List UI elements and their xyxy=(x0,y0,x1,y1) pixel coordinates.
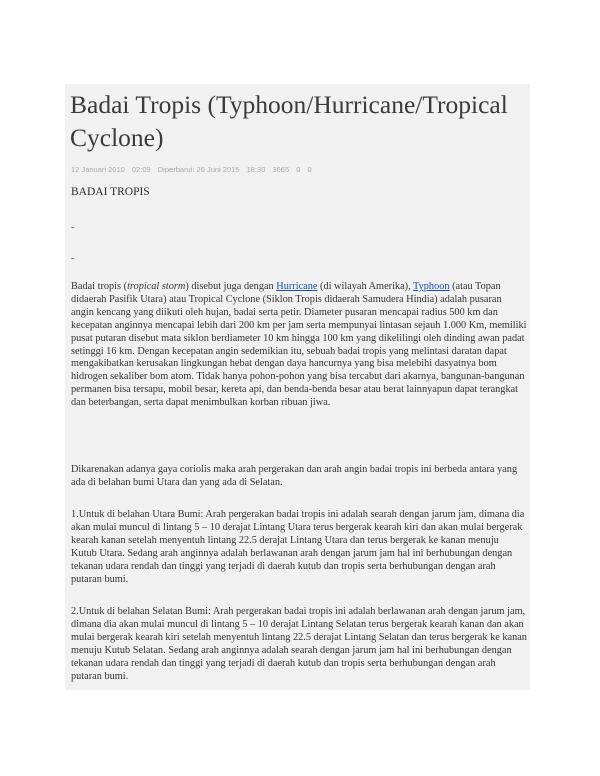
comment-count: 0 xyxy=(296,165,301,174)
typhoon-link[interactable]: Typhoon xyxy=(413,281,450,292)
text-run: (di wilayah Amerika), xyxy=(317,281,414,292)
hurricane-link[interactable]: Hurricane xyxy=(276,281,318,292)
publish-time: 02:09 xyxy=(131,165,151,174)
section-heading: BADAI TROPIS xyxy=(71,186,150,198)
paragraph-intro xyxy=(71,281,527,410)
updated-label: Diperbarui: 26 Juni 2015 xyxy=(157,165,240,174)
like-count: 0 xyxy=(307,165,312,174)
page-title: Badai Tropis (Typhoon/Hurricane/Tropical Cyclone) xyxy=(70,90,508,152)
paragraph-northern: 1.Untuk di belahan Utara Bumi: Arah pergerakan badai tropis ini adalah searah dengan jarum jam, dimana dia akan mulai muncul di lintang 5 – 10 derajat Lintang Utara terus bergerak kearah kiri dan akan mulai bergerak kearah kanan setelah menyentuh lintang 22.5 derajat Lintang Utara dan terus bergerak ke kanan menuju Kutub Utara. Sedang arah anginnya adalah berlawanan arah dengan jarum jam hal ini berhubungan dengan tekanan udara rendah dan tinggi yang terjadi di daerah kutub dan tropis serta berhubungan dengan arah putaran bumi. xyxy=(71,509,525,585)
paragraph-coriolis: Dikarenakan adanya gaya coriolis maka arah pergerakan dan arah angin badai tropis ini berbeda antara yang ada di belahan bumi Utara dan yang ada di Selatan. xyxy=(71,464,518,488)
dash-line-1: - xyxy=(71,221,75,233)
text-run: ) disebut juga dengan xyxy=(185,281,277,292)
dash-line-2: - xyxy=(71,252,75,264)
article-meta xyxy=(71,165,317,174)
updated-time: 18:30 xyxy=(246,165,266,174)
text-run: Badai tropis ( xyxy=(71,281,128,292)
publish-date: 12 Januari 2010 xyxy=(71,165,125,174)
italic-term: tropical storm xyxy=(127,281,186,292)
paragraph-southern: 2.Untuk di belahan Selatan Bumi: Arah pergerakan badai tropis ini adalah berlawanan arah dengan jarum jam, dimana dia akan mulai muncul di lintang 5 – 10 derajat Lintang Selatan terus bergerak kearah kanan dan akan mulai bergerak kearah kiri setelah menyentuh lintang 22.5 derajat Lintang Selatan dan terus bergerak ke kanan menuju Kutub Selatan. Sedang arah anginnya adalah searah dengan jarum jam hal ini berhubungan dengan tekanan udara rendah dan tinggi yang terjadi di daerah kutub dan tropis serta berhubungan dengan arah putaran bumi. xyxy=(71,606,527,682)
view-count: 3665 xyxy=(272,165,290,174)
text-run: (atau Topan didaerah Pasifik Utara) atau Tropical Cyclone (Siklon Tropis didaerah Samudera Hindia) adalah pusaran angin kencang yang diikuti oleh hujan, badai serta petir. Diameter pusaran mencapai radius 500 km dan kecepatan anginnya mencapai lebih dari 200 km per jam serta mempunyai lintasan sejauh 1.000 Km, memiliki pusat putaran disebut mata siklon berdiameter 10 km hingga 100 km yang dikelilingi oleh dinding awan padat setinggi 16 km. Dengan kecepatan angin sedemikian itu, sebuah badai tropis yang melintasi daratan dapat mengakibatkan kerusakan lingkungan hebat dengan daya hancurnya yang bisa melebihi dasyatnya bom hidrogen sekaliber bom atom. Tidak hanya pohon-pohon yang bisa tercabut dari akarnya, bangunan-bangunan permanen bisa tersapu, mobil besar, kereta api, dan benda-benda besar atau berat lainnyapun dapat terangkat dan beterbangan, serta dapat menimbulkan korban ribuan jiwa. xyxy=(71,281,527,409)
